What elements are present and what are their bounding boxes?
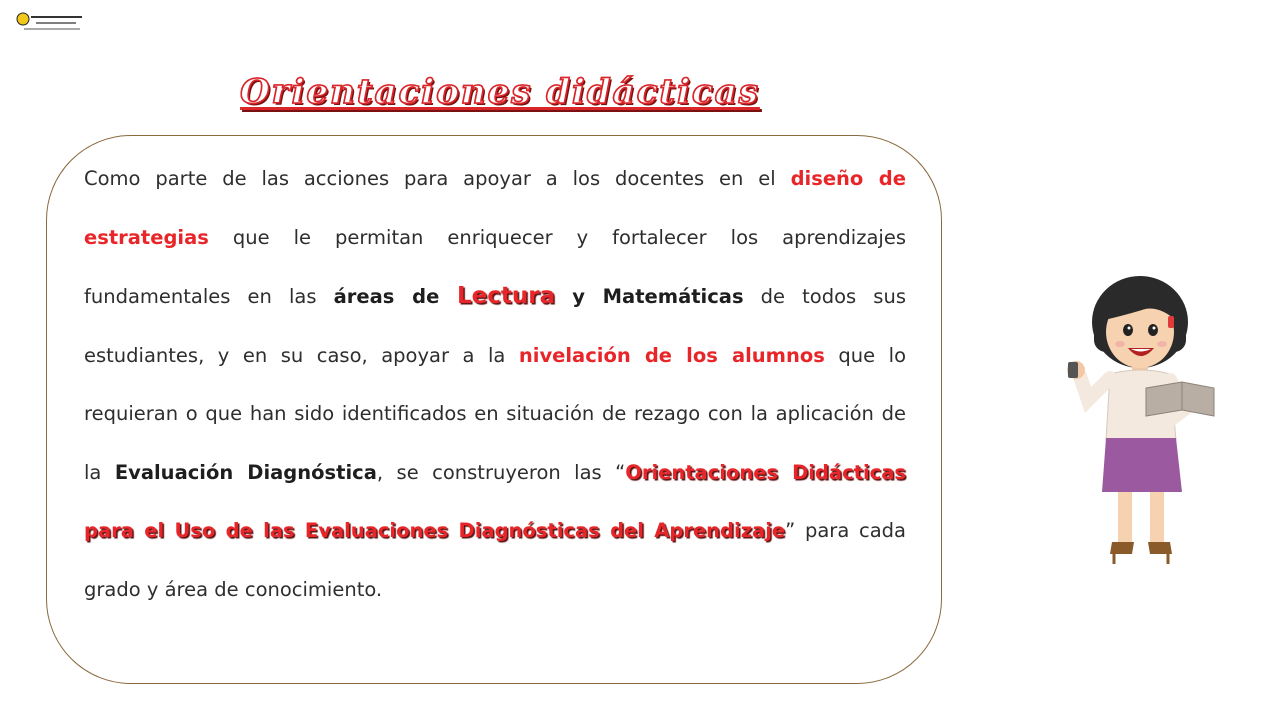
text-run: , se construyeron las “	[376, 460, 626, 484]
text-run: que le permitan enriquecer y fortalecer los aprendizajes fundamentales en las	[84, 225, 906, 308]
text-run: Como parte de las acciones para apoyar a los docentes en el	[84, 167, 791, 190]
text-run: ” para cada grado y área de conocimiento.	[84, 519, 907, 601]
bold-matematicas: y Matemáticas	[572, 285, 744, 308]
text-run: que lo requieran o que han sido identificados en situación de rezago con la aplicación de la	[84, 343, 906, 484]
bold-areas: áreas de	[333, 285, 457, 308]
page-title: Orientaciones didácticas	[240, 72, 760, 112]
text-run: de todos sus estudiantes, y en su caso, apoyar a la	[84, 285, 906, 367]
teacher-illustration	[1058, 270, 1218, 570]
school-logo	[14, 10, 86, 36]
text-run	[555, 285, 572, 308]
body-paragraph	[84, 150, 906, 619]
bold-evaluacion: Evaluación Diagnóstica	[114, 460, 377, 484]
highlight-orientaciones: Orientaciones Didácticas para el Uso de las Evaluaciones Diagnósticas del Aprendizaje	[84, 460, 906, 542]
highlight-nivelacion: nivelación de los alumnos	[518, 343, 825, 367]
highlight-diseno: diseño de estrategias	[84, 167, 906, 249]
highlight-lectura: Lectura	[457, 283, 556, 309]
